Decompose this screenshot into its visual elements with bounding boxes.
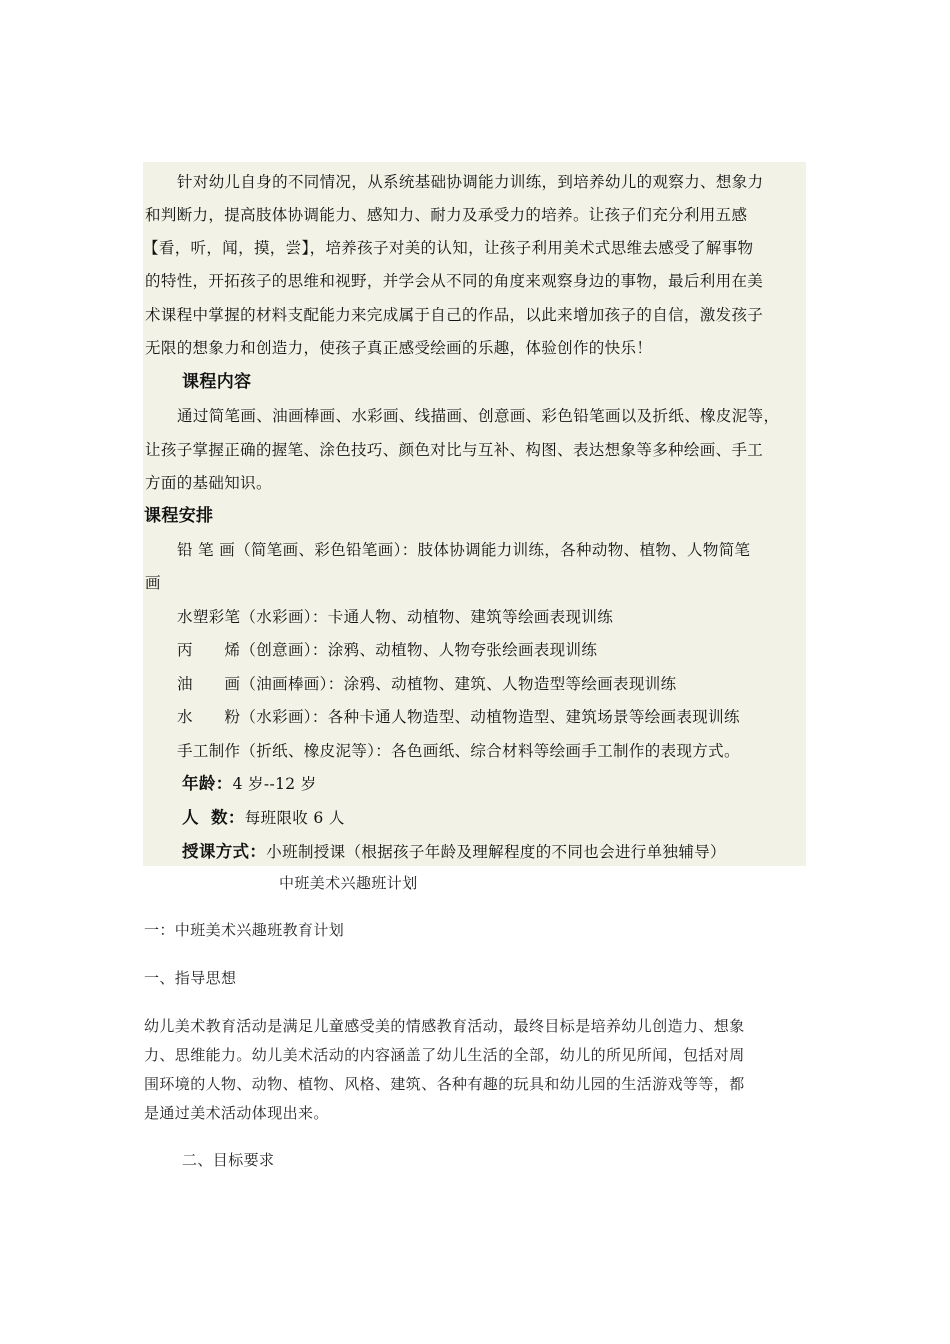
schedule-item-name: 手工制作 bbox=[177, 742, 241, 760]
intro-line: 术课程中掌握的材料支配能力来完成属于自己的作品，以此来增加孩子的自信，激发孩子 bbox=[145, 306, 764, 324]
class-size-value: 每班限收 6 人 bbox=[244, 809, 345, 827]
age-label: 年龄： bbox=[182, 774, 233, 793]
teaching-method-label: 授课方式： bbox=[182, 842, 267, 861]
teaching-method-value: 小班制授课（根据孩子年龄及理解程度的不同也会进行单独辅导） bbox=[266, 843, 726, 861]
schedule-item-acrylic bbox=[177, 640, 597, 660]
course-content-line: 方面的基础知识。 bbox=[145, 474, 272, 492]
intro-line: 【看，听，闻，摸，尝】，培养孩子对美的认知，让孩子利用美术式思维去感受了解事物 bbox=[143, 239, 754, 257]
age-info bbox=[182, 774, 317, 794]
plan-paragraph-line: 力、思维能力。幼儿美术活动的内容涵盖了幼儿生活的全部，幼儿的所见所闻，包括对周 bbox=[144, 1046, 745, 1064]
schedule-item-name: 油 画 bbox=[177, 675, 241, 693]
intro-line: 无限的想象力和创造力，使孩子真正感受绘画的乐趣，体验创作的快乐！ bbox=[145, 339, 653, 357]
schedule-item-detail: （折纸、橡皮泥等）：各色画纸、综合材料等绘画手工制作的表现方式。 bbox=[240, 742, 740, 760]
plan-paragraph-line: 幼儿美术教育活动是满足儿童感受美的情感教育活动，最终目标是培养幼儿创造力、想象 bbox=[144, 1017, 745, 1035]
schedule-item-wrap: 画 bbox=[145, 574, 161, 592]
intro-line: 和判断力，提高肢体协调能力、感知力、耐力及承受力的培养。让孩子们充分利用五感 bbox=[145, 206, 748, 224]
plan-section-2: 二、目标要求 bbox=[182, 1151, 275, 1169]
schedule-item-detail: （水彩画）：各种卡通人物造型、动植物造型、建筑场景等绘画表现训练 bbox=[240, 708, 740, 726]
schedule-item-name: 水塑彩笔 bbox=[177, 608, 241, 626]
schedule-item-detail: （简笔画、彩色铅笔画）：肢体协调能力训练，各种动物、植物、人物简笔 bbox=[235, 541, 751, 559]
schedule-item-gouache bbox=[177, 707, 740, 727]
class-size-label: 人 数： bbox=[182, 808, 245, 827]
course-content-heading: 课程内容 bbox=[182, 372, 252, 392]
age-value: 4 岁--12 岁 bbox=[232, 775, 317, 793]
schedule-item-handcraft bbox=[177, 741, 740, 761]
schedule-item-pencil bbox=[177, 540, 750, 560]
schedule-item-name: 丙 烯 bbox=[177, 641, 241, 659]
schedule-item-name: 水 粉 bbox=[177, 708, 241, 726]
class-size-info bbox=[182, 808, 345, 828]
schedule-item-detail: （创意画）：涂鸦、动植物、人物夸张绘画表现训练 bbox=[240, 641, 598, 659]
schedule-item-detail: （油画棒画）：涂鸦、动植物、建筑、人物造型等绘画表现训练 bbox=[240, 675, 677, 693]
course-content-line: 通过简笔画、油画棒画、水彩画、线描画、创意画、彩色铅笔画以及折纸、橡皮泥等， bbox=[177, 407, 780, 425]
schedule-heading: 课程安排 bbox=[144, 506, 214, 526]
teaching-method-info bbox=[182, 842, 726, 862]
intro-line: 针对幼儿自身的不同情况，从系统基础协调能力训练，到培养幼儿的观察力、想象力 bbox=[177, 173, 764, 191]
plan-title: 中班美术兴趣班计划 bbox=[279, 874, 418, 892]
course-content-line: 让孩子掌握正确的握笔、涂色技巧、颜色对比与互补、构图、表达想象等多种绘画、手工 bbox=[145, 441, 764, 459]
plan-section-1-sub: 一、指导思想 bbox=[144, 969, 237, 987]
schedule-item-watercolor-pen bbox=[177, 607, 613, 627]
intro-line: 的特性，开拓孩子的思维和视野，并学会从不同的角度来观察身边的事物，最后利用在美 bbox=[145, 272, 764, 290]
plan-section-1: 一：中班美术兴趣班教育计划 bbox=[144, 921, 345, 939]
schedule-item-name: 铅 笔 画 bbox=[177, 541, 236, 559]
schedule-item-oil bbox=[177, 674, 676, 694]
schedule-item-detail: （水彩画）：卡通人物、动植物、建筑等绘画表现训练 bbox=[240, 608, 614, 626]
plan-paragraph-line: 是通过美术活动体现出来。 bbox=[144, 1104, 329, 1122]
plan-paragraph-line: 围环境的人物、动物、植物、风格、建筑、各种有趣的玩具和幼儿园的生活游戏等等，都 bbox=[144, 1075, 745, 1093]
